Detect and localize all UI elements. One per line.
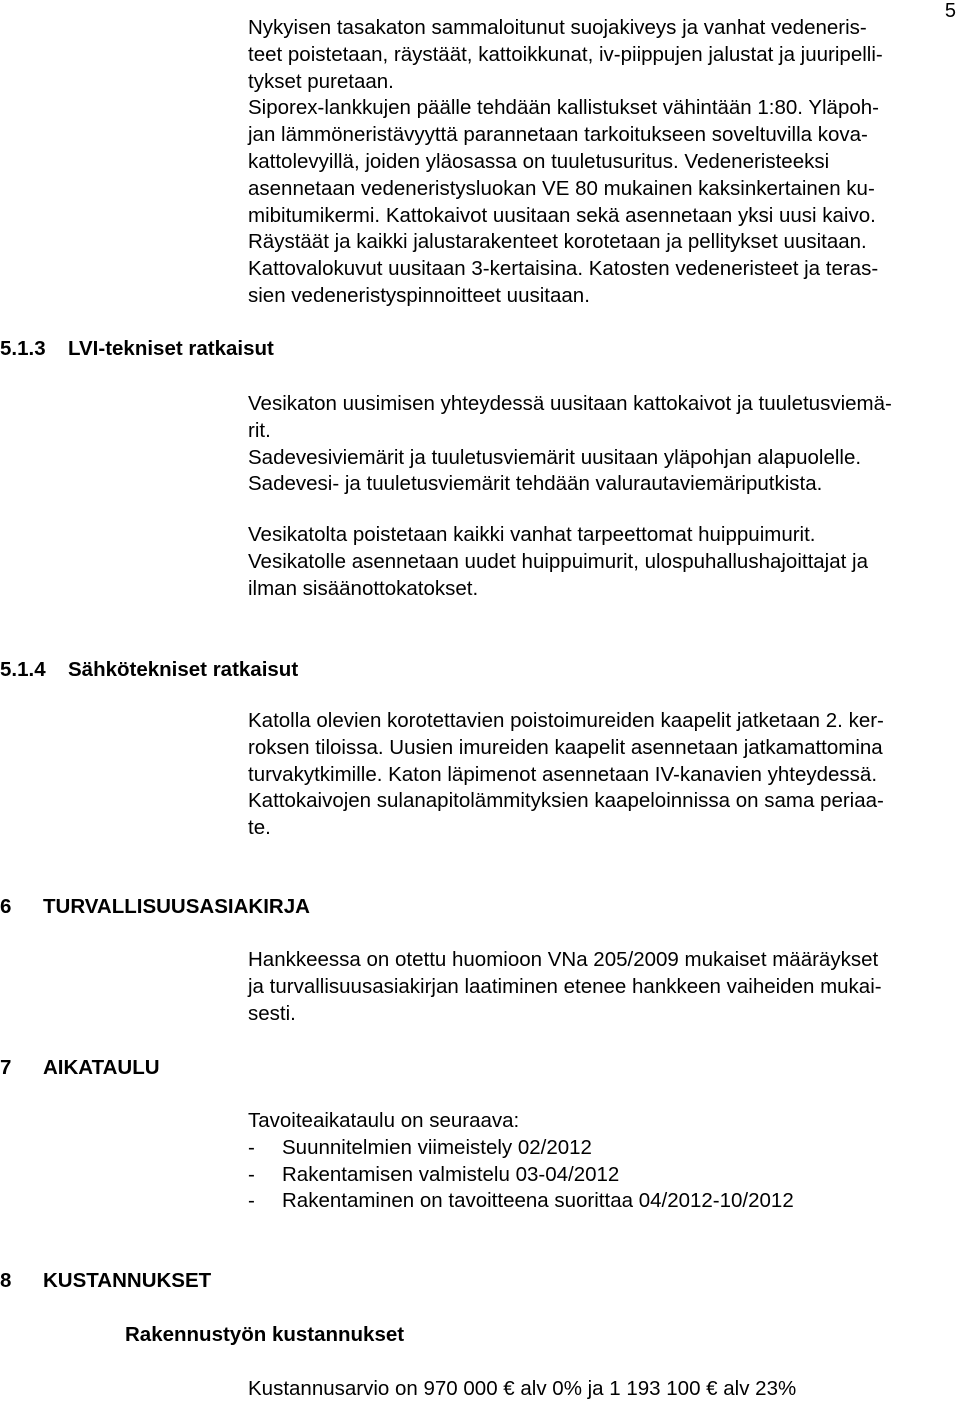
section-number: 5.1.4: [0, 658, 46, 681]
electrical-paragraph: [248, 708, 958, 842]
section-title: LVI-tekniset ratkaisut: [68, 337, 274, 360]
text-line: rit.: [248, 418, 271, 442]
section-heading-hvac: [0, 336, 274, 362]
text-line: asennetaan vedeneristysluokan VE 80 mukainen kaksinkertainen ku-: [248, 176, 875, 200]
roofing-paragraph: [248, 15, 958, 310]
hvac-paragraph-1: [248, 391, 958, 498]
text-line: teet poistetaan, räystäät, kattoikkunat, iv-piippujen jalustat ja juuripelli-: [248, 42, 883, 66]
section-title: KUSTANNUKSET: [43, 1269, 212, 1292]
text-line: Siporex-lankkujen päälle tehdään kallistukset vähintään 1:80. Yläpoh-: [248, 96, 879, 120]
costs-subheading: Rakennustyön kustannukset: [125, 1323, 405, 1346]
section-number: 7: [0, 1056, 12, 1079]
list-item: - Rakentamisen valmistelu 03-04/2012: [248, 1162, 620, 1186]
section-number: 6: [0, 895, 12, 918]
text-line: ilman sisäänottokatokset.: [248, 576, 479, 600]
section-heading-electrical: [0, 657, 298, 683]
page-number: 5: [944, 0, 956, 22]
text-line: turvakytkimille. Katon läpimenot asennetaan IV-kanavien yhteydessä.: [248, 762, 878, 786]
text-line: Kattovalokuvut uusitaan 3-kertaisina. Katosten vedeneristeet ja teras-: [248, 257, 879, 281]
text-line: Sadevesiviemärit ja tuuletusviemärit uusitaan yläpohjan alapuolelle.: [248, 445, 862, 469]
list-item: - Suunnitelmien viimeistely 02/2012: [248, 1135, 592, 1159]
text-line: Vesikatolle asennetaan uudet huippuimurit, ulospuhallushajoittajat ja: [248, 549, 868, 573]
text-line: jan lämmöneristävyyttä parannetaan tarkoitukseen soveltuvilla kova-: [248, 123, 868, 147]
section-number: 8: [0, 1269, 12, 1292]
text-line: Sadevesi- ja tuuletusviemärit tehdään valurautaviemäriputkista.: [248, 472, 823, 496]
text-line: Kattokaivojen sulanapitolämmityksien kaapeloinnissa on sama periaa-: [248, 789, 884, 813]
text-line: Kustannusarvio on 970 000 € alv 0% ja 1 193 100 € alv 23%: [248, 1377, 797, 1400]
text-line: tykset puretaan.: [248, 69, 394, 93]
text-line: Räystäät ja kaikki jalustarakenteet korotetaan ja pellitykset uusitaan.: [248, 230, 867, 254]
text-line: te.: [248, 816, 271, 840]
section-heading-safety: [0, 894, 310, 920]
text-line: Katolla olevien korotettavien poistoimureiden kaapelit jatketaan 2. ker-: [248, 709, 884, 732]
schedule-intro: Tavoiteaikataulu on seuraava:: [248, 1109, 520, 1132]
section-title: AIKATAULU: [43, 1056, 160, 1079]
text-line: ja turvallisuusasiakirjan laatiminen etenee hankkeen vaiheiden mukai-: [248, 974, 882, 998]
text-line: Hankkeessa on otettu huomioon VNa 205/2009 mukaiset määräykset: [248, 948, 879, 971]
section-heading-costs: [0, 1268, 211, 1294]
section-title: TURVALLISUUSASIAKIRJA: [43, 895, 310, 918]
section-number: 5.1.3: [0, 337, 46, 360]
hvac-paragraph-2: [248, 522, 958, 602]
text-line: Nykyisen tasakaton sammaloitunut suojakiveys ja vanhat vedeneris-: [248, 16, 867, 39]
list-item: - Rakentaminen on tavoitteena suorittaa 04/2012-10/2012: [248, 1189, 794, 1213]
costs-estimate: [248, 1376, 958, 1403]
text-line: Vesikatolta poistetaan kaikki vanhat tarpeettomat huippuimurit.: [248, 523, 816, 546]
text-line: mibitumikermi. Kattokaivot uusitaan sekä asennetaan yksi uusi kaivo.: [248, 203, 876, 227]
text-line: kattolevyillä, joiden yläosassa on tuuletusuritus. Vedeneristeeksi: [248, 149, 830, 173]
text-line: Vesikaton uusimisen yhteydessä uusitaan kattokaivot ja tuuletusviemä-: [248, 392, 892, 415]
section-title: Sähkötekniset ratkaisut: [68, 658, 299, 681]
text-line: roksen tiloissa. Uusien imureiden kaapelit asennetaan jatkamattomina: [248, 735, 883, 759]
section-heading-schedule: [0, 1055, 160, 1081]
text-line: sesti.: [248, 1001, 296, 1025]
safety-paragraph: [248, 947, 958, 1027]
text-line: sien vedeneristyspinnoitteet uusitaan.: [248, 283, 590, 307]
schedule-block: [248, 1108, 958, 1215]
